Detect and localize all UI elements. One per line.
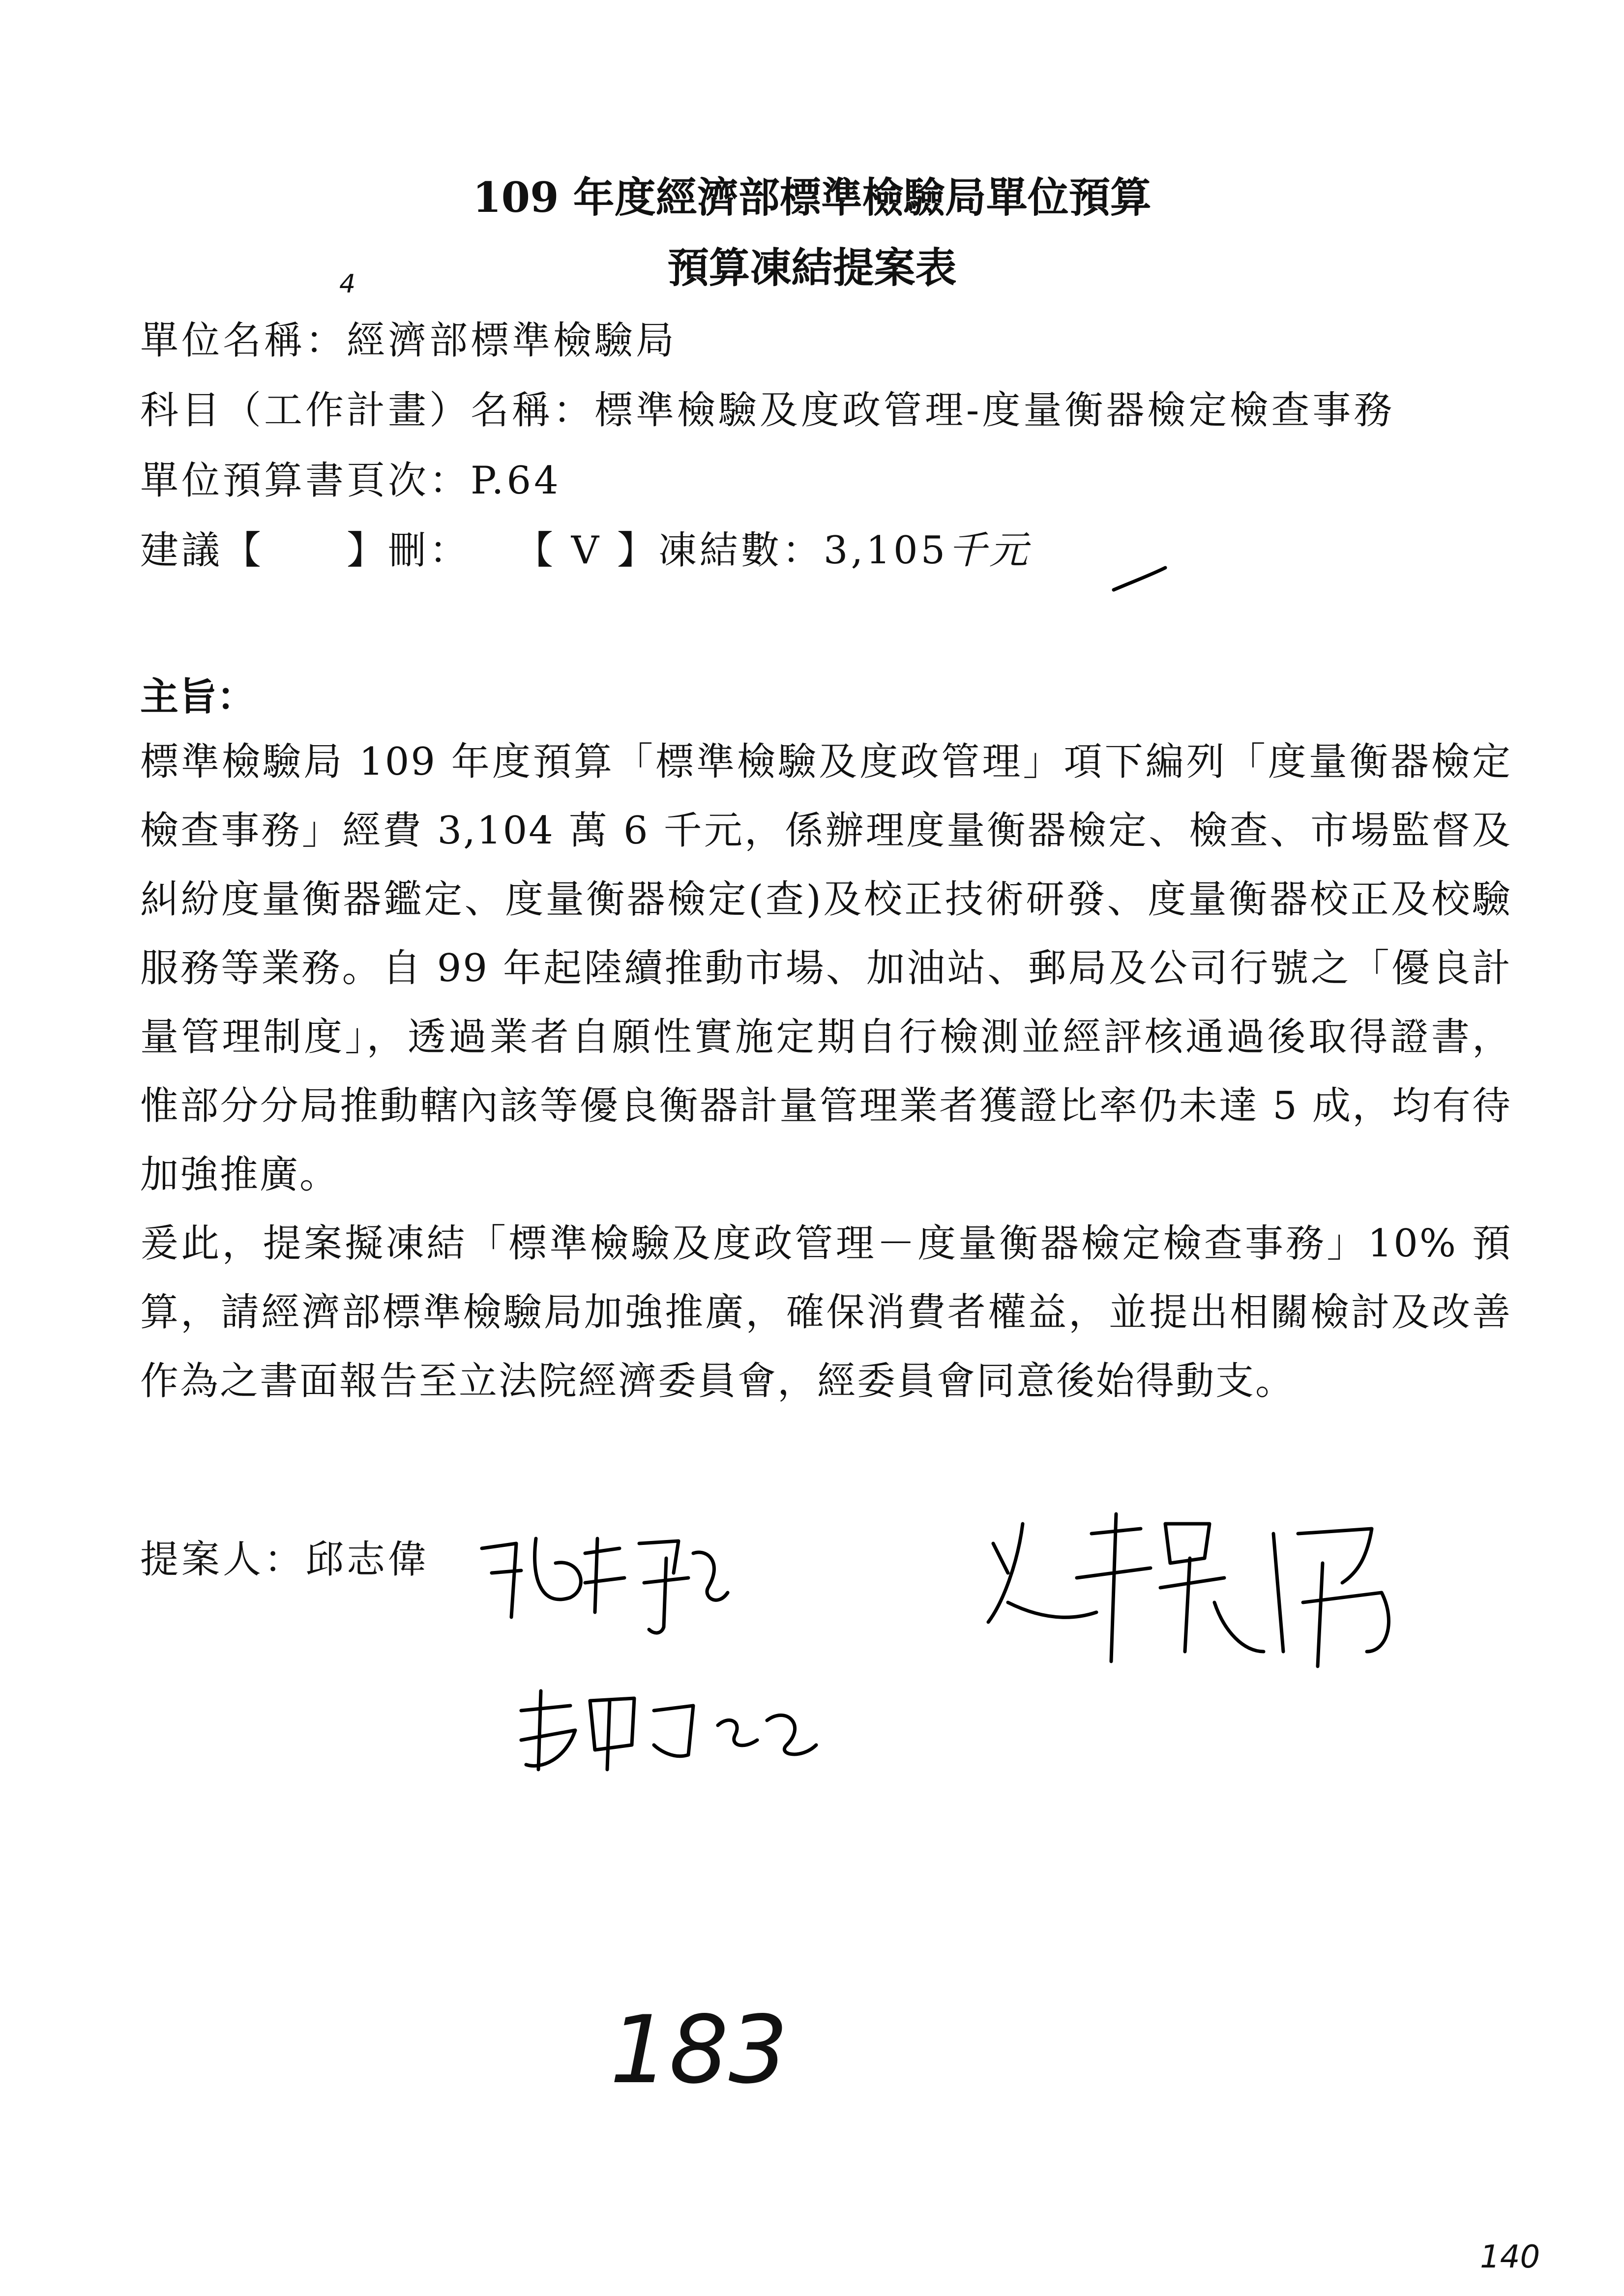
- signature-1: [472, 1519, 738, 1637]
- purpose-body: [140, 727, 1512, 1416]
- document-title-line2: 預算凍結提案表: [667, 243, 957, 292]
- corner-number-handwritten: 140: [1480, 2239, 1540, 2275]
- margin-annotation: 4: [339, 269, 356, 299]
- subject-field: 科目（工作計畫）名稱：標準檢驗及度政管理-度量衡器檢定檢查事務: [140, 388, 1395, 433]
- suggestion-unit-handwritten: 千元: [948, 528, 1031, 573]
- page-number-handwritten: 183: [610, 1996, 788, 2104]
- proposer-field: 提案人：邱志偉: [140, 1538, 430, 1582]
- purpose-paragraph-1: 標準檢驗局 109 年度預算「標準檢驗及度政管理」項下編列「度量衡器檢定檢查事務」經費 3,104 萬 6 千元，係辦理度量衡器檢定、檢查、市場監督及糾紛度量衡器鑑定、度量衡器檢定(查)及校正技術研發、度量衡器校正及校驗服務等業務。自 99 年起陸續推動市場、加油站、郵局及公司行號之「優良計量管理制度」，透過業者自願性實施定期自行檢測並經評核通過後取得證書，惟部分分局推動轄內該等優良衡器計量管理業者獲證比率仍未達 5 成，均有待加強推廣。: [140, 740, 1512, 1197]
- budget-page-field: 單位預算書頁次：P.64: [140, 459, 561, 503]
- suggestion-text: 建議【 】刪： 【 V 】凍結數：3,105: [140, 528, 948, 573]
- suggestion-field: [140, 520, 1031, 575]
- purpose-paragraph-2: 爰此，提案擬凍結「標準檢驗及度政管理－度量衡器檢定檢查事務」10% 預算，請經濟部標準檢驗局加強推廣，確保消費者權益，並提出相關檢討及改善作為之書面報告至立法院經濟委員會，經委員會同意後始得動支。: [140, 1221, 1512, 1403]
- purpose-heading: 主旨：: [140, 674, 256, 719]
- document-title-line1: 109 年度經濟部標準檢驗局單位預算: [472, 173, 1152, 222]
- unit-name-field: 單位名稱：經濟部標準檢驗局: [140, 319, 678, 363]
- signature-2: [511, 1671, 826, 1789]
- pen-stroke-mark: [1111, 565, 1170, 595]
- signature-3: [978, 1504, 1411, 1681]
